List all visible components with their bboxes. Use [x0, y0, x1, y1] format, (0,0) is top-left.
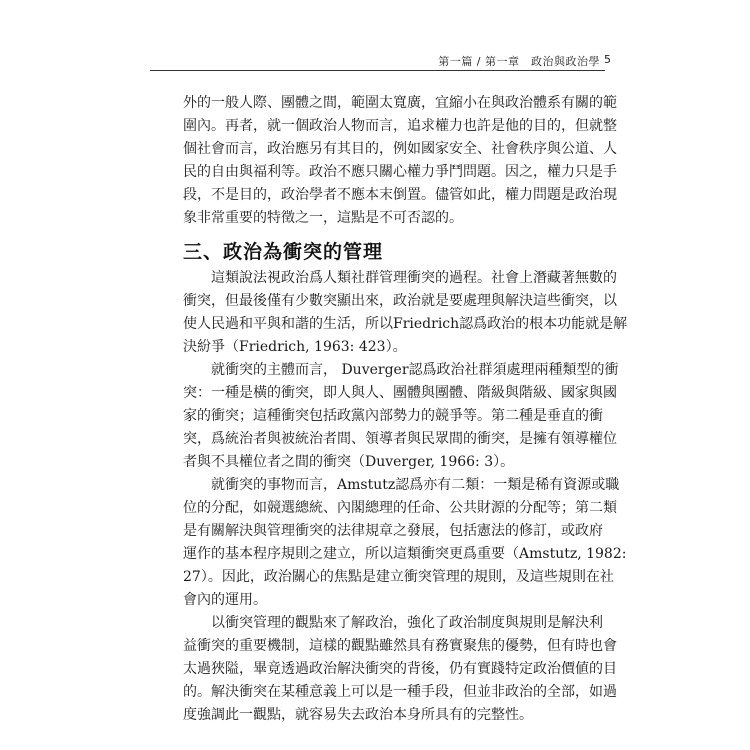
text-line: 突，爲統治者與被統治者間、領導者與民眾間的衝突，是擁有領導權位: [183, 431, 617, 447]
paragraph-definition: [183, 267, 628, 359]
text-line: 益衝突的重要機制，這樣的觀點雖然具有務實聚焦的優勢，但有時也會: [183, 638, 617, 654]
paragraph-conflict-subjects: [183, 359, 619, 474]
intro-paragraph: [183, 92, 617, 230]
text-line: 度強調此一觀點，就容易失去政治本身所具有的完整性。: [183, 707, 533, 723]
text-line: 家的衝突；這種衝突包括政黨內部勢力的競爭等。第二種是垂直的衝: [183, 408, 603, 424]
text-line: 運作的基本程序規則之建立，所以這類衝突更爲重要（Amstutz, 1982:: [183, 546, 627, 562]
text-line: 衝突，但最後僅有少數突顯出來，政治就是要處理與解決這些衝突，以: [183, 293, 617, 309]
text-line: 以衝突管理的觀點來了解政治，強化了政治制度與規則是解決利: [211, 615, 603, 631]
text-line: 位的分配，如競選總統、內閣總理的任命、公共財源的分配等；第二類: [183, 500, 617, 516]
text-line: 是有關解決與管理衝突的法律規章之發展，包括憲法的修訂，或政府: [183, 523, 603, 539]
text-line: 這類說法視政治爲人類社群管理衝突的過程。社會上潛藏著無數的: [211, 270, 617, 286]
paragraph-conflict-matters: [183, 474, 627, 612]
paragraph-conclusion: [183, 612, 617, 727]
text-line: 突：一種是橫的衝突，即人與人、團體與團體、階級與階級、國家與國: [183, 385, 617, 401]
section-heading: 三、政治為衝突的管理: [183, 241, 384, 263]
text-line: 外的一般人際、團體之間，範圍太寬廣，宜縮小在與政治體系有關的範: [183, 95, 617, 111]
text-line: 的。解決衝突在某種意義上可以是一種手段，但並非政治的全部，如過: [183, 684, 617, 700]
text-line: 圍內。再者，就一個政治人物而言，追求權力也許是他的目的，但就整: [183, 118, 617, 134]
page-number: 5: [604, 53, 611, 66]
text-line: 民的自由與福利等。政治不應只關心權力爭鬥問題。因之，權力只是手: [183, 164, 617, 180]
text-line: 就衝突的事物而言，Amstutz認爲亦有二類：一類是稀有資源或職: [211, 477, 620, 493]
text-line: 個社會而言，政治應另有其目的，例如國家安全、社會秩序與公道、人: [183, 141, 617, 157]
section-body: [183, 267, 628, 727]
text-line: 決紛爭（Friedrich, 1963: 423）。: [183, 339, 407, 355]
text-line: 段，不是目的，政治學者不應本末倒置。儘管如此，權力問題是政治現: [183, 187, 617, 203]
running-head: 第一篇 / 第一章 政治與政治學: [438, 55, 600, 68]
text-line: 太過狹隘，畢竟透過政治解決衝突的背後，仍有實踐特定政治價値的目: [183, 661, 617, 677]
text-line: 象非常重要的特徵之一，這點是不可否認的。: [183, 210, 463, 226]
text-line: 就衝突的主體而言， Duverger認爲政治社群須處理兩種類型的衝: [211, 362, 619, 378]
text-line: 者與不具權位者之間的衝突（Duverger, 1966: 3）。: [183, 454, 515, 470]
header-rule: [150, 70, 605, 71]
text-line: 會內的運用。: [183, 592, 267, 608]
text-line: 27）。因此，政治關心的焦點是建立衝突管理的規則，及這些規則在社: [183, 569, 614, 585]
text-line: 使人民過和平與和諧的生活，所以Friedrich認爲政治的根本功能就是解: [183, 316, 628, 332]
